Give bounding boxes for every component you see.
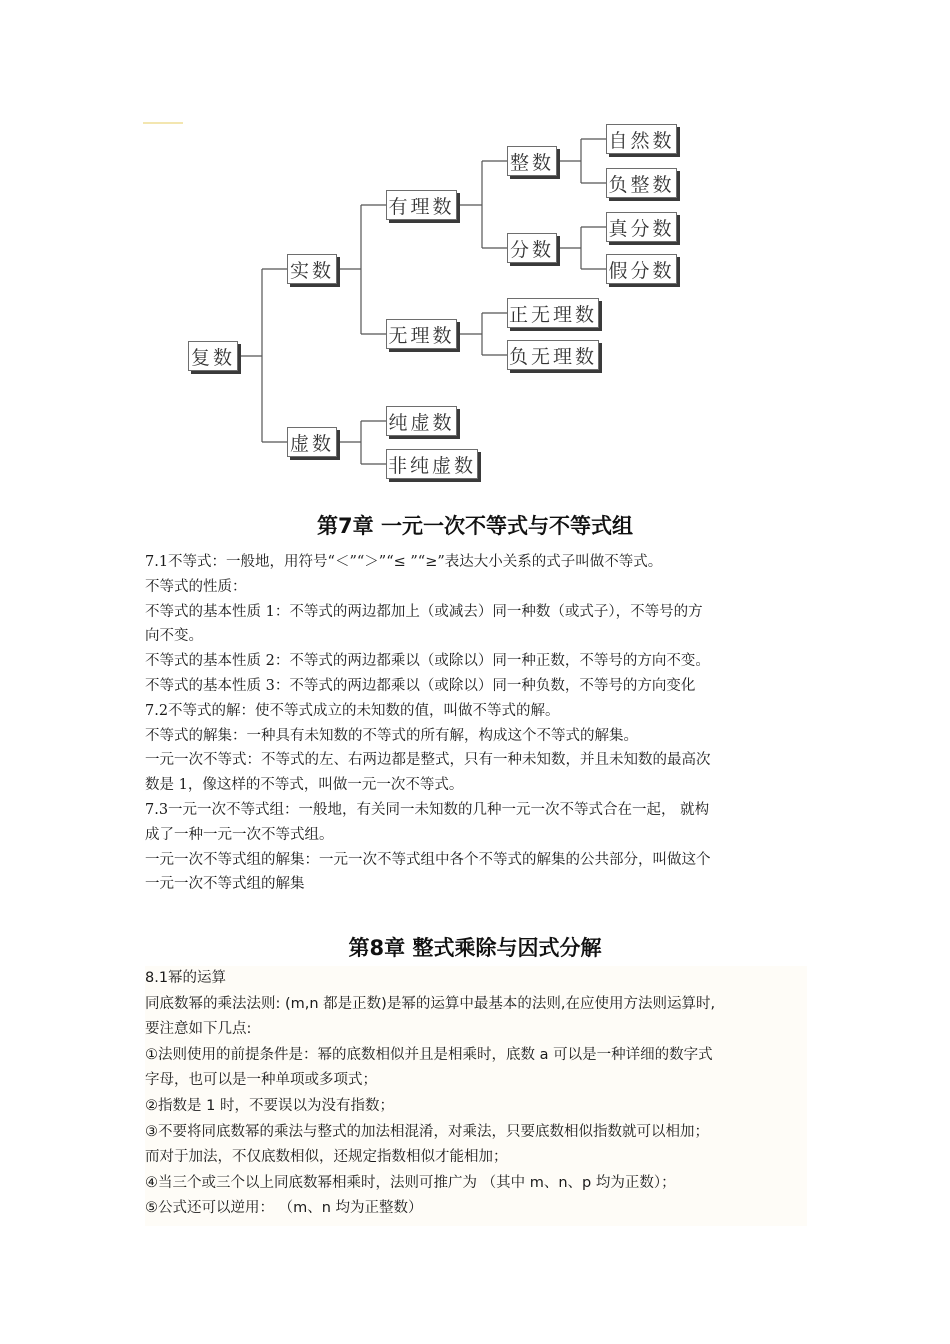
node-integer: 整数 (507, 146, 557, 176)
node-proper-fraction: 真分数 (606, 212, 677, 242)
text-line: 字母，也可以是一种单项或多项式； (145, 1072, 377, 1089)
node-negative-integer: 负整数 (606, 168, 677, 198)
text-line: 7.2不等式的解：使不等式成立的未知数的值，叫做不等式的解。 (145, 702, 560, 719)
text-line: 7.3一元一次不等式组：一般地，有关同一未知数的几种一元一次不等式合在一起， 就构 (145, 801, 710, 818)
node-pure-imaginary: 纯虚数 (386, 406, 457, 436)
chapter-7-body (145, 550, 815, 897)
text-line: 成了一种一元一次不等式组。 (145, 826, 334, 843)
text-line: 不等式的性质： (145, 578, 247, 595)
text-line: ③不要将同底数幂的乘法与整式的加法相混淆，对乘法，只要底数相似指数就可以相加； (145, 1123, 709, 1140)
text-line: 一元一次不等式组的解集 (145, 876, 305, 893)
node-negative-irrational: 负无理数 (507, 340, 599, 370)
text-line: 不等式的基本性质 1：不等式的两边都加上（或减去）同一种数（或式子），不等号的方 (145, 603, 703, 620)
number-classification-tree (0, 0, 950, 500)
text-line: 不等式的基本性质 3：不等式的两边都乘以（或除以）同一种负数，不等号的方向变化 (145, 677, 696, 694)
node-complex-number: 复数 (188, 341, 238, 371)
text-line: 一元一次不等式组的解集：一元一次不等式组中各个不等式的解集的公共部分，叫做这个 (145, 851, 711, 868)
text-line: 一元一次不等式：不等式的左、右两边都是整式，只有一种未知数，并且未知数的最高次 (145, 752, 711, 769)
node-natural-number: 自然数 (606, 124, 677, 154)
text-line: 同底数幂的乘法法则: (m,n 都是正数)是幂的运算中最基本的法则,在应使用方法则运算时, (145, 995, 716, 1012)
text-line: 向不变。 (145, 628, 203, 645)
text-line: 7.1不等式：一般地，用符号“＜”“＞”“≤ ”“≥”表达大小关系的式子叫做不等式。 (145, 554, 663, 570)
node-positive-irrational: 正无理数 (507, 298, 599, 328)
text-line: 数是 1，像这样的不等式，叫做一元一次不等式。 (145, 777, 464, 794)
text-line: 要注意如下几点: (145, 1021, 252, 1038)
node-non-pure-imaginary: 非纯虚数 (386, 449, 478, 479)
text-line: 不等式的解集：一种具有未知数的不等式的所有解，构成这个不等式的解集。 (145, 727, 638, 744)
text-line: ②指数是 1 时，不要误以为没有指数； (145, 1097, 394, 1114)
text-line: 不等式的基本性质 2：不等式的两边都乘以（或除以）同一种正数，不等号的方向不变。 (145, 653, 710, 670)
chapter-8-body (145, 966, 807, 1226)
chapter-8-title: 第8章 整式乘除与因式分解 (348, 936, 602, 960)
text-line: 而对于加法，不仅底数相似，还规定指数相似才能相加； (145, 1149, 508, 1166)
node-irrational-number: 无理数 (386, 319, 457, 349)
chapter-7-title: 第7章 一元一次不等式与不等式组 (317, 514, 633, 538)
text-line: ⑤公式还可以逆用： （m、n 均为正整数） (145, 1200, 423, 1217)
node-rational-number: 有理数 (386, 190, 457, 220)
node-fraction: 分数 (507, 233, 557, 263)
text-line: ④当三个或三个以上同底数幂相乘时，法则可推广为 （其中 m、n、p 均为正数）； (145, 1174, 676, 1191)
text-line: ①法则使用的前提条件是：幂的底数相似并且是相乘时，底数 a 可以是一种详细的数字式 (145, 1046, 713, 1063)
node-real-number: 实数 (287, 254, 337, 284)
node-imaginary-number: 虚数 (287, 427, 337, 457)
node-improper-fraction: 假分数 (606, 254, 677, 284)
tree-connector-lines (0, 0, 950, 500)
section-heading: 8.1幂的运算 (145, 970, 227, 986)
